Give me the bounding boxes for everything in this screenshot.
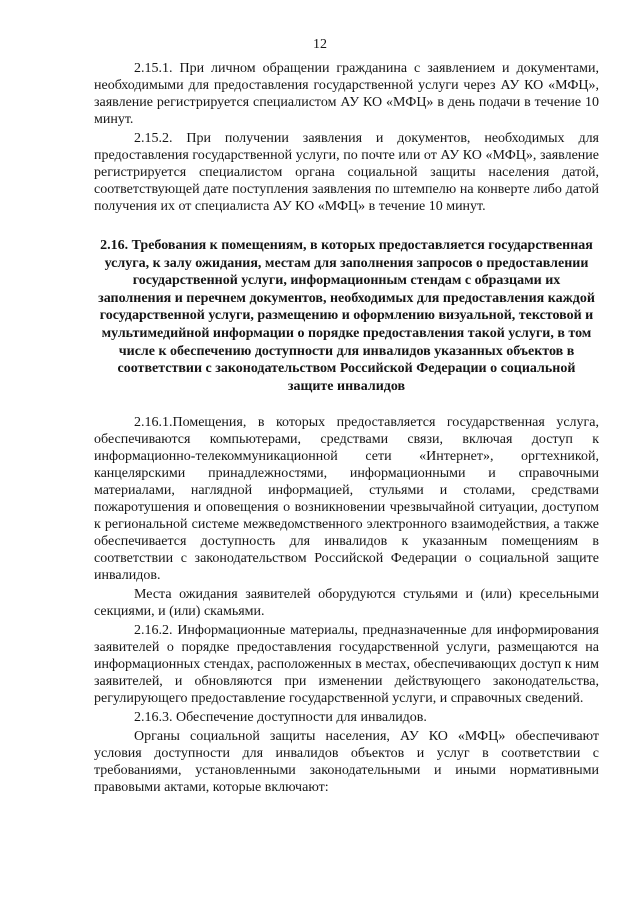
paragraph-accessibility: Органы социальной защиты населения, АУ КО «МФЦ» обеспечивают условия доступности для инвалидов объектов и услуг в соответствии с требованиями, установленными законодательными и иными нормативными правовыми актами, которые включают:: [94, 729, 599, 796]
paragraph-2-16-1: 2.16.1.Помещения, в которых предоставляется государственная услуга, обеспечиваются компьютерами, средствами связи, включая доступ к информационно-телекоммуникационной сети «Интернет», оргтехникой, канцелярскими принадлежностями, информационными и справочными материалами, наглядной информацией, стульями и столами, средствами пожаротушения и оповещения о возникновении чрезвычайной ситуации, доступом к региональной системе межведомственного электронного взаимодействия, а также обеспечивается доступность для инвалидов к указанным помещениям в соответствии с законодательством Российской Федерации о социальной защите инвалидов.: [94, 415, 599, 584]
paragraph-2-15-1: 2.15.1. При личном обращении гражданина с заявлением и документами, необходимыми для предоставления государственной услуги через АУ КО «МФЦ», заявление регистрируется специалистом АУ КО «МФЦ» в день подачи в течение 10 минут.: [94, 61, 599, 127]
paragraph-waiting-places: Места ожидания заявителей оборудуются стульями и (или) кресельными секциями, и (или) скамьями.: [94, 587, 599, 620]
paragraph-2-16-2: 2.16.2. Информационные материалы, предназначенные для информирования заявителей о порядке предоставления государственной услуги, размещаются на информационных стендах, расположенных в местах, обеспечивающих доступ к ним заявителей, и обновляются при изменении действующего законодательства, регулирующего предоставление государственной услуги, и справочных сведений.: [94, 623, 599, 707]
paragraph-2-15-2: 2.15.2. При получении заявления и документов, необходимых для предоставления государственной услуги, по почте или от АУ КО «МФЦ», заявление регистрируется специалистом органа социальной защиты населения датой, соответствующей дате поступления заявления по штемпелю на конверте либо датой получения их от специалиста АУ КО «МФЦ» в течение 10 минут.: [94, 131, 599, 214]
section-heading-2-16: 2.16. Требования к помещениям, в которых предоставляется государственная услуга, к залу ожидания, местам для заполнения запросов о предоставлении государственной услуги, информационным стендам с образцами их заполнения и перечнем документов, необходимых для предоставления каждой государственной услуги, размещению и оформлению визуальной, текстовой и мультимедийной информации о порядке предоставления такой услуги, в том числе к обеспечению доступности для инвалидов указанных объектов в соответствии с законодательством Российской Федерации о социальной защите инвалидов: [98, 238, 595, 394]
document-body: [94, 60, 599, 796]
paragraph-2-16-3: 2.16.3. Обеспечение доступности для инвалидов.: [134, 710, 427, 726]
page-number: 12: [313, 37, 327, 52]
